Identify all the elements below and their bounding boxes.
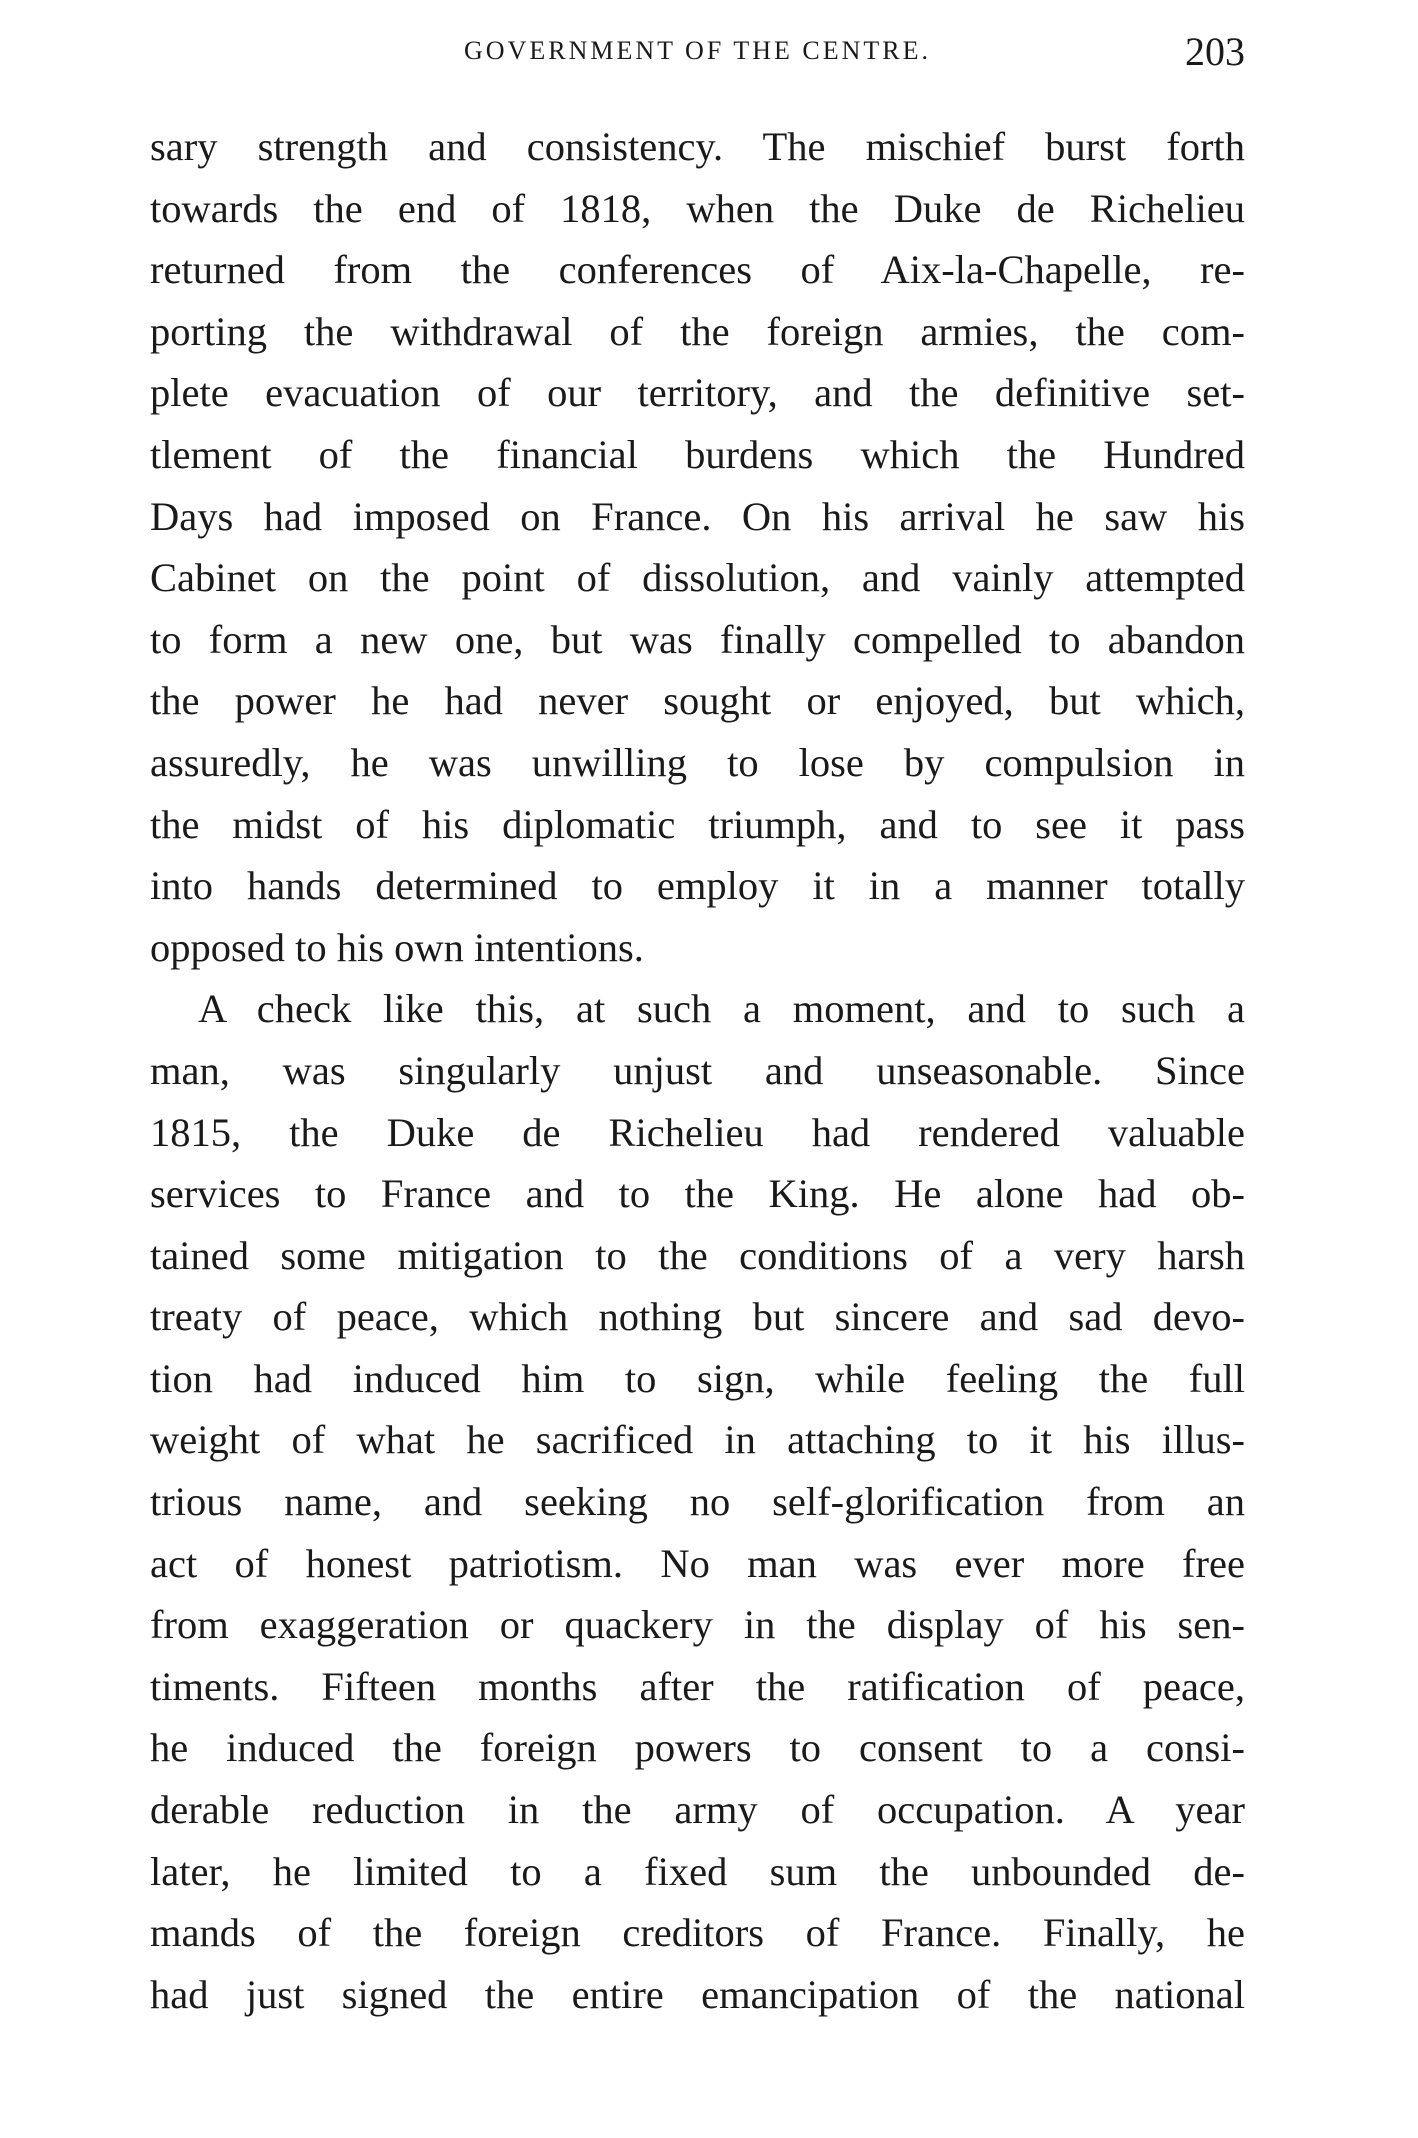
text-line: the midst of his diplomatic triumph, and to see it pass <box>150 801 1245 847</box>
text-line: derable reduction in the army of occupation. A year <box>150 1787 1245 1833</box>
body-text <box>150 116 1245 2025</box>
text-line: tlement of the financial burdens which the Hundred <box>150 431 1245 477</box>
text-line: tained some mitigation to the conditions of a very harsh <box>150 1232 1245 1278</box>
text-line: services to France and to the King. He alone had ob- <box>150 1171 1245 1217</box>
text-line: returned from the conferences of Aix-la-Chapelle, re- <box>150 247 1245 293</box>
text-line: towards the end of 1818, when the Duke de Richelieu <box>150 185 1245 231</box>
text-line: treaty of peace, which nothing but sincere and sad devo- <box>150 1294 1245 1340</box>
page-number: 203 <box>1185 29 1245 74</box>
text-line: from exaggeration or quackery in the display of his sen- <box>150 1602 1245 1648</box>
text-line: porting the withdrawal of the foreign armies, the com- <box>150 308 1245 354</box>
running-head <box>150 28 1245 78</box>
text-line: to form a new one, but was finally compelled to abandon <box>150 616 1245 662</box>
text-line: opposed to his own intentions. <box>150 924 644 970</box>
text-line: Cabinet on the point of dissolution, and vainly attempted <box>150 555 1245 601</box>
text-line: plete evacuation of our territory, and the definitive set- <box>150 370 1245 416</box>
text-line: he induced the foreign powers to consent to a consi- <box>150 1725 1245 1771</box>
text-line: later, he limited to a fixed sum the unbounded de- <box>150 1848 1245 1894</box>
text-line: timents. Fifteen months after the ratification of peace, <box>150 1663 1245 1709</box>
text-line: 1815, the Duke de Richelieu had rendered valuable <box>150 1109 1245 1155</box>
text-line: assuredly, he was unwilling to lose by compulsion in <box>150 739 1245 785</box>
text-line: act of honest patriotism. No man was ever more free <box>150 1540 1245 1586</box>
paragraph <box>150 978 1245 2025</box>
text-line: trious name, and seeking no self-glorification from an <box>150 1479 1245 1525</box>
text-line: weight of what he sacrificed in attaching to it his illus- <box>150 1417 1245 1463</box>
text-line: A check like this, at such a moment, and to such a <box>198 986 1245 1032</box>
text-line: into hands determined to employ it in a manner totally <box>150 863 1245 909</box>
text-line: mands of the foreign creditors of France. Finally, he <box>150 1910 1245 1956</box>
paragraph <box>150 116 1245 978</box>
text-line: man, was singularly unjust and unseasonable. Since <box>150 1047 1245 1093</box>
running-title: GOVERNMENT OF THE CENTRE. <box>464 36 931 65</box>
text-line: tion had induced him to sign, while feeling the full <box>150 1355 1245 1401</box>
text-line: Days had imposed on France. On his arrival he saw his <box>150 493 1245 539</box>
text-line: sary strength and consistency. The mischief burst forth <box>150 124 1245 169</box>
text-line: had just signed the entire emancipation of the national <box>150 1971 1245 2017</box>
text-line: the power he had never sought or enjoyed, but which, <box>150 678 1245 724</box>
